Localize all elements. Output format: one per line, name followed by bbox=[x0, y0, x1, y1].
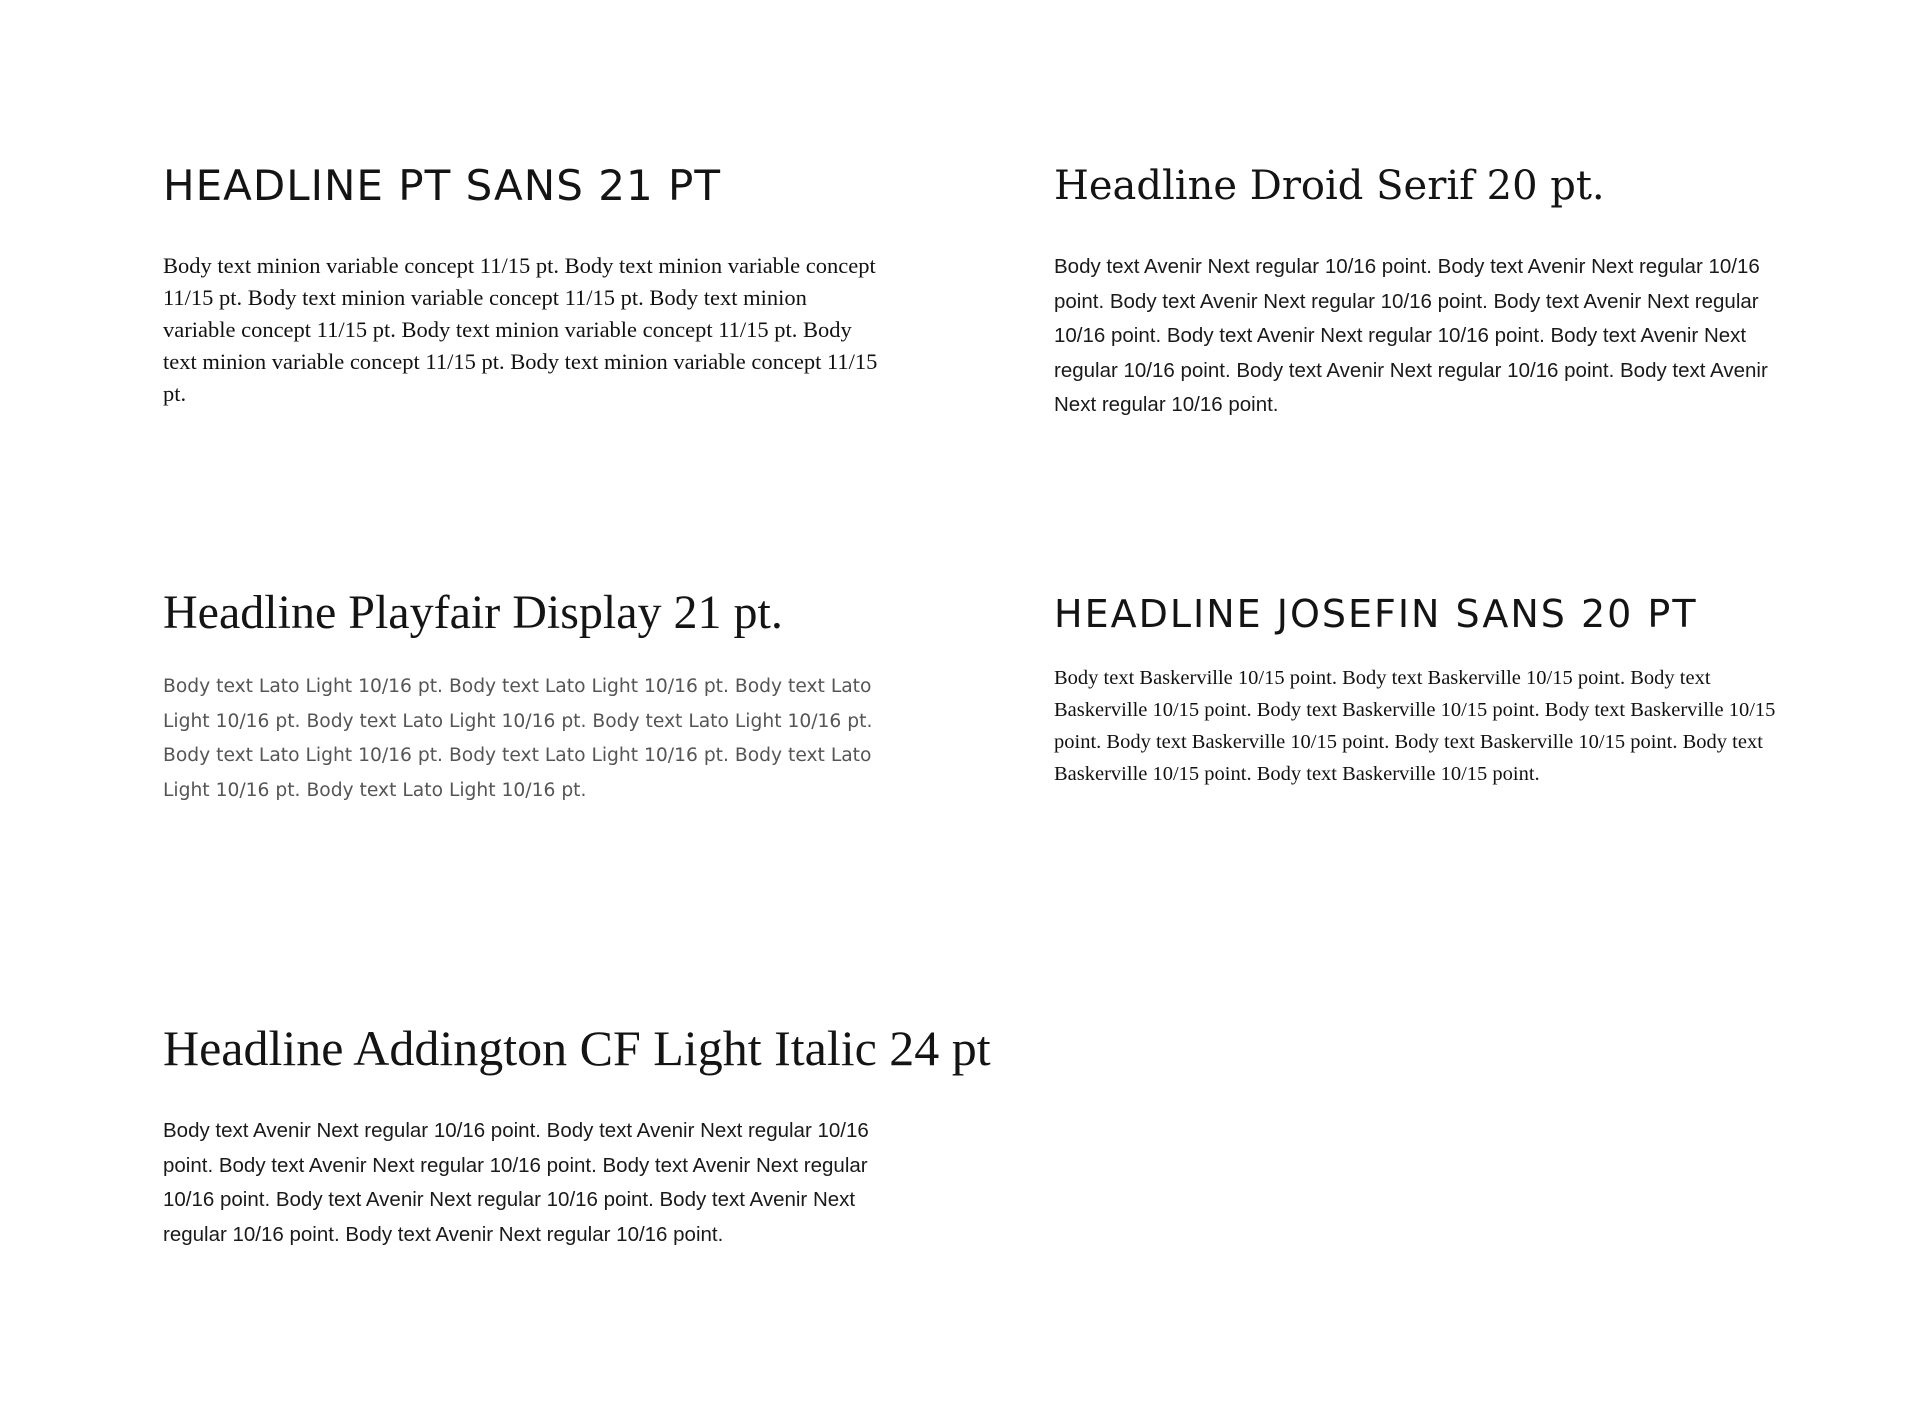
type-sample-droid-serif-avenir bbox=[1054, 160, 1784, 423]
sample-body-text: Body text Baskerville 10/15 point. Body text Baskerville 10/15 point. Body text Baskerville 10/15 point. Body text Baskerville 10/15 point. Body text Baskerville 10/15 point. Body text Baskerville 10/15 point. Body text Baskerville 10/15 point. Body text Baskerville 10/15 point. Body text Baskerville 10/15 point. bbox=[1054, 667, 1776, 785]
type-sample-josefin-baskerville bbox=[1054, 588, 1784, 790]
sample-headline: Headline Addington CF Light Italic 24 pt bbox=[163, 1020, 991, 1076]
type-sample-playfair-lato bbox=[163, 585, 883, 808]
sample-headline: HEADLINE PT SANS 21 PT bbox=[163, 161, 721, 210]
sample-headline: Headline Playfair Display 21 pt. bbox=[163, 586, 783, 639]
sample-body-text: Body text Avenir Next regular 10/16 point. Body text Avenir Next regular 10/16 point. Body text Avenir Next regular 10/16 point. Body text Avenir Next regular 10/16 point. Body text Avenir Next regular 10/16 point. Body text Avenir Next regular 10/16 point. Body text Avenir Next regular 10/16 point. bbox=[163, 1119, 869, 1246]
sample-headline: Headline Droid Serif 20 pt. bbox=[1054, 163, 1605, 209]
type-sample-addington-avenir bbox=[163, 1018, 991, 1252]
type-sample-pt-sans-minion bbox=[163, 160, 883, 410]
sample-headline: HEADLINE JOSEFIN SANS 20 PT bbox=[1054, 592, 1698, 636]
sample-body-text: Body text Lato Light 10/16 pt. Body text Lato Light 10/16 pt. Body text Lato Light 10/16 pt. Body text Lato Light 10/16 pt. Body text Lato Light 10/16 pt. Body text Lato Light 10/16 pt. Body text Lato Light 10/16 pt. Body text Lato Light 10/16 pt. Body text Lato Light 10/16 pt. bbox=[163, 676, 873, 801]
sample-body-text: Body text minion variable concept 11/15 pt. Body text minion variable concept 11/15 pt. Body text minion variable concept 11/15 pt. Body text minion variable concept 11/15 pt. Body text minion variable concept 11/15 pt. Body text minion variable concept 11/15 pt. Body text minion variable concept 11/15 pt. bbox=[163, 253, 878, 406]
sample-body-text: Body text Avenir Next regular 10/16 point. Body text Avenir Next regular 10/16 point. Body text Avenir Next regular 10/16 point. Body text Avenir Next regular 10/16 point. Body text Avenir Next regular 10/16 point. Body text Avenir Next regular 10/16 point. Body text Avenir Next regular 10/16 point. Body text Avenir Next regular 10/16 point. bbox=[1054, 255, 1768, 416]
